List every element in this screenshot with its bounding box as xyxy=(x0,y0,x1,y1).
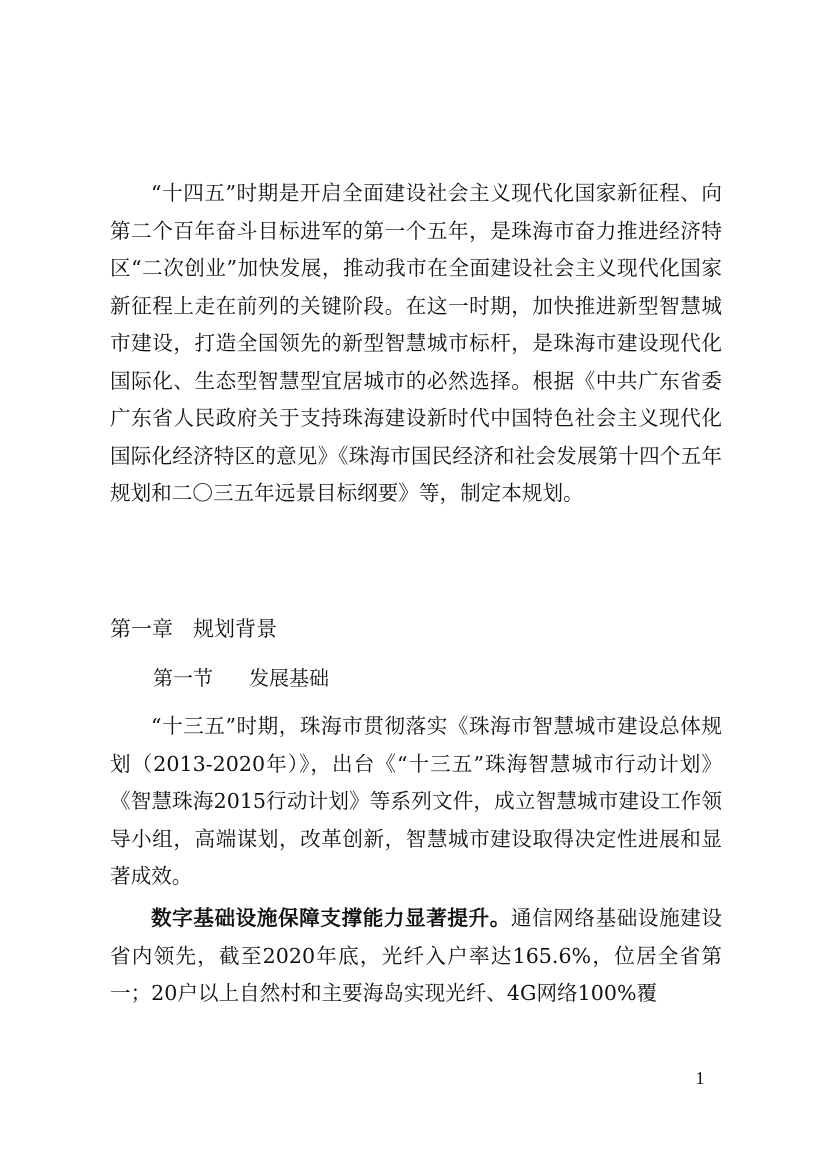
section-number: 第一节 xyxy=(153,666,213,690)
intro-paragraph: “十四五”时期是开启全面建设社会主义现代化国家新征程、向第二个百年奋斗目标进军的第一个五年，是珠海市奋力推进经济特区“二次创业”加快发展，推动我市在全面建设社会主义现代化国家新征程上走在前列的关键阶段。在这一时期，加快推进新型智慧城市建设，打造全国领先的新型智慧城市标杆，是珠海市建设现代化国际化、生态型智慧型宜居城市的必然选择。根据《中共广东省委 广东省人民政府关于支持珠海建设新时代中国特色社会主义现代化国际化经济特区的意见》《珠海市国民经济和社会发展第十四个五年规划和二〇三五年远景目标纲要》等，制定本规划。 xyxy=(110,181,722,505)
section-title: 发展基础 xyxy=(249,666,329,690)
section-heading xyxy=(153,660,329,698)
chapter-number: 第一章 xyxy=(110,617,173,641)
infrastructure-body: 通信网络基础设施建设省内领先，截至2020年底，光纤入户率达165.6%，位居全省第一；20户以上自然村和主要海岛实现光纤、4G网络100%覆 xyxy=(110,906,723,1005)
page-number: 1 xyxy=(695,1068,705,1088)
chapter-heading xyxy=(110,611,277,649)
chapter-title: 规划背景 xyxy=(193,617,277,641)
infrastructure-lead-sentence: 数字基础设施保障支撑能力显著提升。 xyxy=(151,906,511,930)
basis-paragraph: “十三五”时期，珠海市贯彻落实《珠海市智慧城市建设总体规划（2013-2020年）》，出台《“十三五”珠海智慧城市行动计划》《智慧珠海2015行动计划》等系列文件，成立智慧城市建设工作领导小组，高端谋划，改革创新，智慧城市建设取得决定性进展和显著成效。 xyxy=(110,714,722,888)
infrastructure-paragraph xyxy=(110,900,722,1013)
